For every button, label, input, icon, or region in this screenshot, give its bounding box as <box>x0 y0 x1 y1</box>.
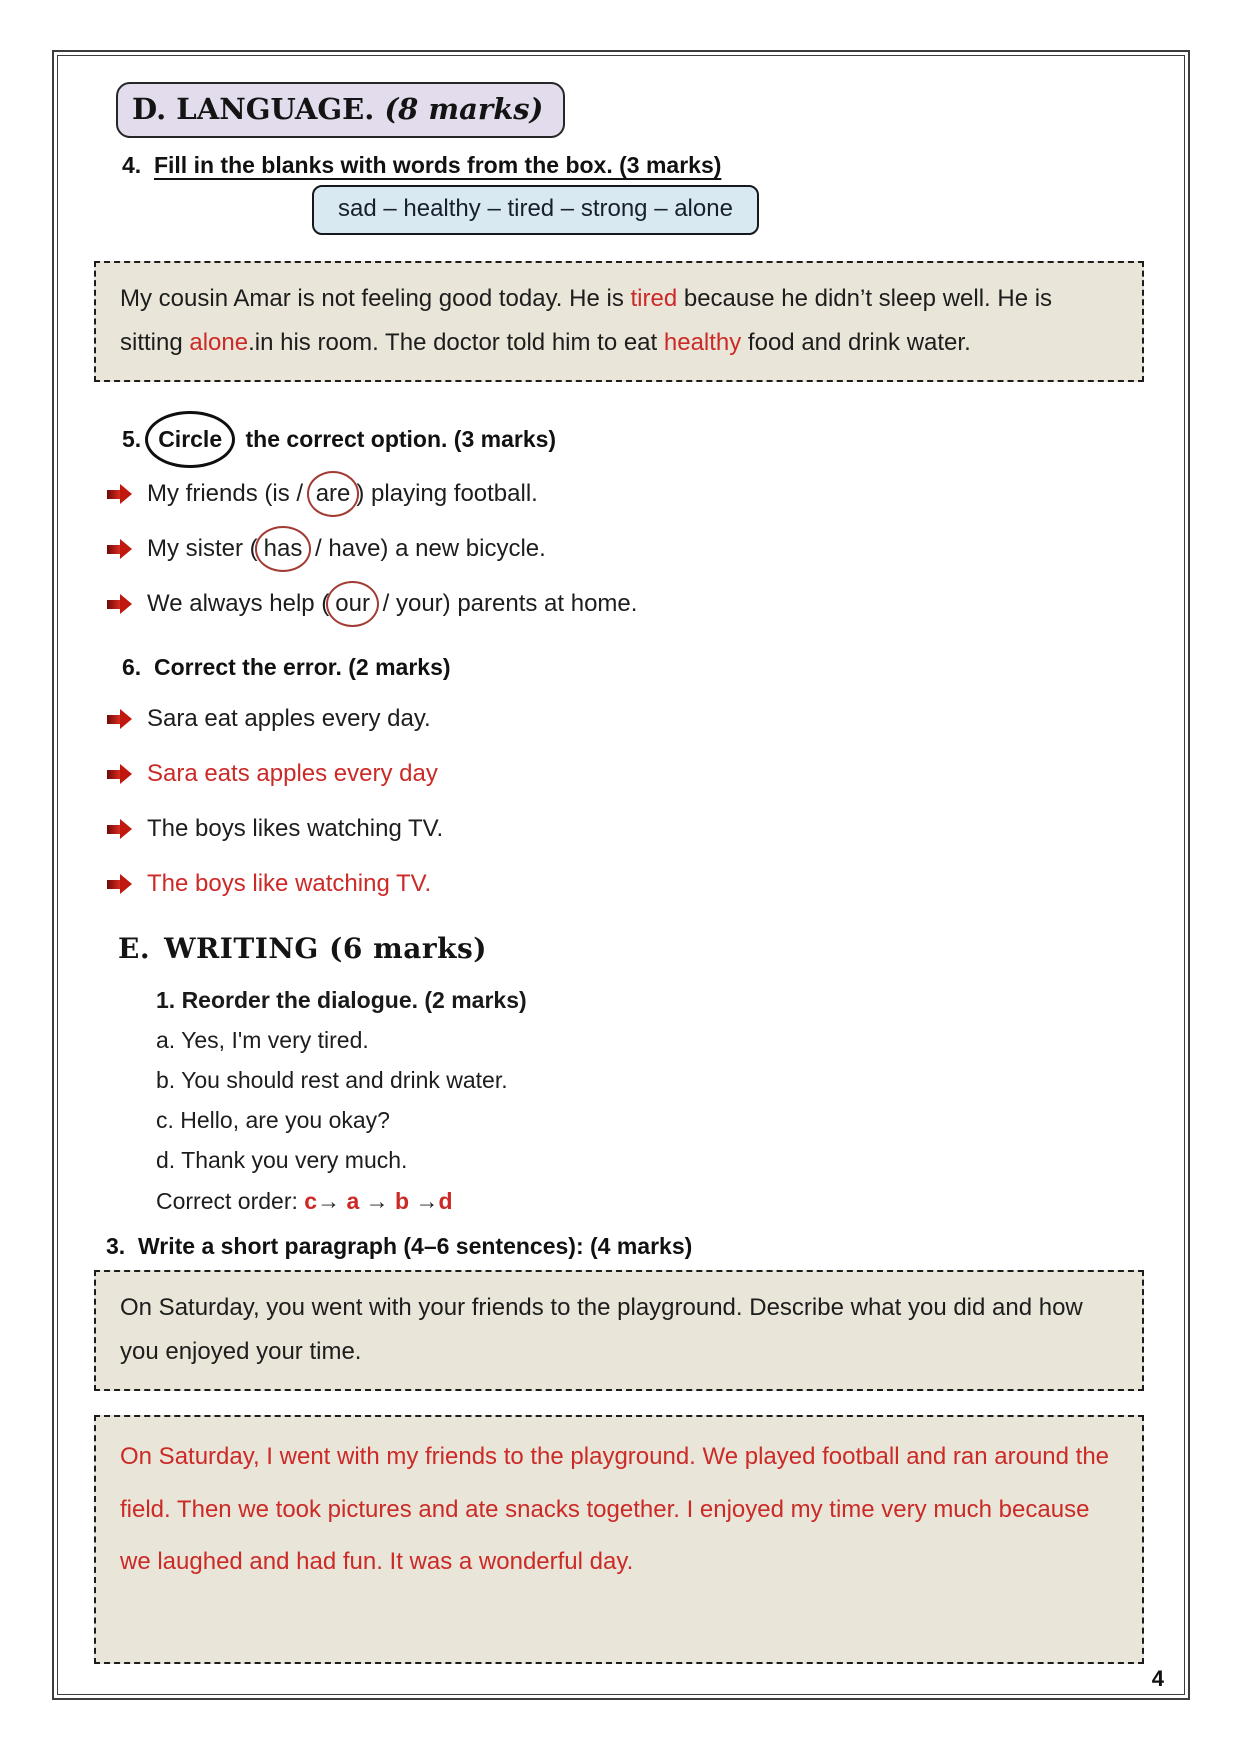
circled-answer: are <box>315 480 351 508</box>
list-item <box>106 590 1144 618</box>
corrected-sentence: Sara eats apples every day <box>147 760 438 788</box>
order-arrow: → <box>359 1188 396 1215</box>
answer-text-segment: because he didn’t sleep well. He is sitting <box>120 285 1053 356</box>
sentence-post: / your) parents at home. <box>375 590 638 618</box>
correct-order-line <box>156 1188 1144 1215</box>
order-letter: c <box>304 1188 318 1215</box>
word-bank-box <box>312 185 759 235</box>
order-arrow: → <box>409 1188 439 1215</box>
sentence-pre: We always help ( <box>147 590 330 618</box>
question5-number: 5. <box>122 426 142 453</box>
page-border-frame <box>52 50 1190 1700</box>
sentence-post: / have) a new bicycle. <box>308 535 546 563</box>
section-e-writing-header <box>118 932 1144 965</box>
order-letter: b <box>395 1188 410 1215</box>
writing-q3-heading <box>106 1233 1144 1260</box>
arrow-bullet-icon <box>106 594 133 614</box>
corrected-sentence: The boys like watching TV. <box>147 870 432 898</box>
dialogue-line-c: c. Hello, are you okay? <box>156 1107 390 1134</box>
circled-answer: our <box>335 590 370 618</box>
section-e-number: E. <box>118 932 151 966</box>
option-sentence <box>147 590 637 618</box>
sentence-pre: My friends (is / <box>147 480 310 508</box>
paragraph-prompt-box <box>94 1270 1144 1390</box>
circle-annotation <box>145 411 235 468</box>
list-item <box>106 705 1144 733</box>
arrow-bullet-icon <box>106 539 133 559</box>
question6-title: Correct the error. (2 marks) <box>153 654 451 681</box>
arrow-bullet-icon <box>106 819 133 839</box>
section-d-marks: (8 marks) <box>384 92 544 126</box>
question6-number: 6. <box>122 654 142 681</box>
option-sentence <box>147 480 538 508</box>
section-e-title: WRITING (6 marks) <box>164 932 488 966</box>
answer-word-healthy: healthy <box>663 328 742 356</box>
answer-text-segment: My cousin Amar is not feeling good today. He is <box>120 285 631 312</box>
writing-q1-heading: 1. Reorder the dialogue. (2 marks) <box>156 987 527 1014</box>
red-circle-annotation <box>326 581 379 627</box>
list-item <box>106 535 1144 563</box>
order-letter: d <box>438 1188 453 1215</box>
order-letter: a <box>346 1188 360 1215</box>
section-d-label: D. LANGUAGE. <box>132 92 385 126</box>
option-sentence <box>147 535 546 563</box>
sentence-pre: My sister ( <box>147 535 258 563</box>
error-sentence: Sara eat apples every day. <box>147 705 431 733</box>
paragraph-prompt-text: On Saturday, you went with your friends to the playground. Describe what you did and how you enjoyed your time. <box>120 1294 1083 1365</box>
circled-answer: has <box>263 535 303 563</box>
question6-heading <box>122 654 1144 681</box>
answer-text-segment: food and drink water. <box>741 328 971 356</box>
dialogue-line-a: a. Yes, I'm very tired. <box>156 1027 369 1054</box>
paragraph-answer-box <box>94 1415 1144 1664</box>
list-item <box>106 870 1144 898</box>
list-item <box>106 480 1144 508</box>
red-circle-annotation <box>255 526 312 572</box>
page-number: 4 <box>1151 1666 1164 1691</box>
correct-order-label: Correct order: <box>156 1188 305 1215</box>
dialogue-line-b: b. You should rest and drink water. <box>156 1067 508 1094</box>
answer-text-segment: .in his room. The doctor told him to eat <box>248 328 664 356</box>
question5-heading <box>122 426 1144 453</box>
answer-word-alone: alone <box>189 328 249 356</box>
list-item <box>106 815 1144 843</box>
page-content <box>58 56 1184 1694</box>
question5-circled-word: Circle <box>158 426 223 453</box>
question4-heading <box>122 152 1144 179</box>
paragraph-answer-text: On Saturday, I went with my friends to the playground. We played football and ran around the field. Then we took pictures and ate snacks together. I enjoyed my time very much because we laughed and had fun. It was a wonderful day. <box>120 1442 1110 1576</box>
word-bank-words: sad – healthy – tired – strong – alone <box>338 195 733 222</box>
writing-q3-number: 3. <box>106 1233 126 1260</box>
question5-title: the correct option. (3 marks) <box>245 426 557 453</box>
writing-q3-title: Write a short paragraph (4–6 sentences): (4 marks) <box>137 1233 693 1260</box>
red-circle-annotation <box>307 471 360 517</box>
list-item <box>106 760 1144 788</box>
question4-number: 4. <box>122 152 142 178</box>
answer-word-tired: tired <box>630 285 678 312</box>
dialogue-line-d: d. Thank you very much. <box>156 1147 408 1174</box>
order-arrow: → <box>317 1188 347 1215</box>
sentence-post: ) playing football. <box>356 480 538 508</box>
arrow-bullet-icon <box>106 874 133 894</box>
arrow-bullet-icon <box>106 484 133 504</box>
arrow-bullet-icon <box>106 709 133 729</box>
section-d-language-header <box>116 82 565 138</box>
arrow-bullet-icon <box>106 764 133 784</box>
error-sentence: The boys likes watching TV. <box>147 815 444 843</box>
question4-answer-box <box>94 261 1144 382</box>
question4-title: Fill in the blanks with words from the box. (3 marks) <box>153 152 722 178</box>
